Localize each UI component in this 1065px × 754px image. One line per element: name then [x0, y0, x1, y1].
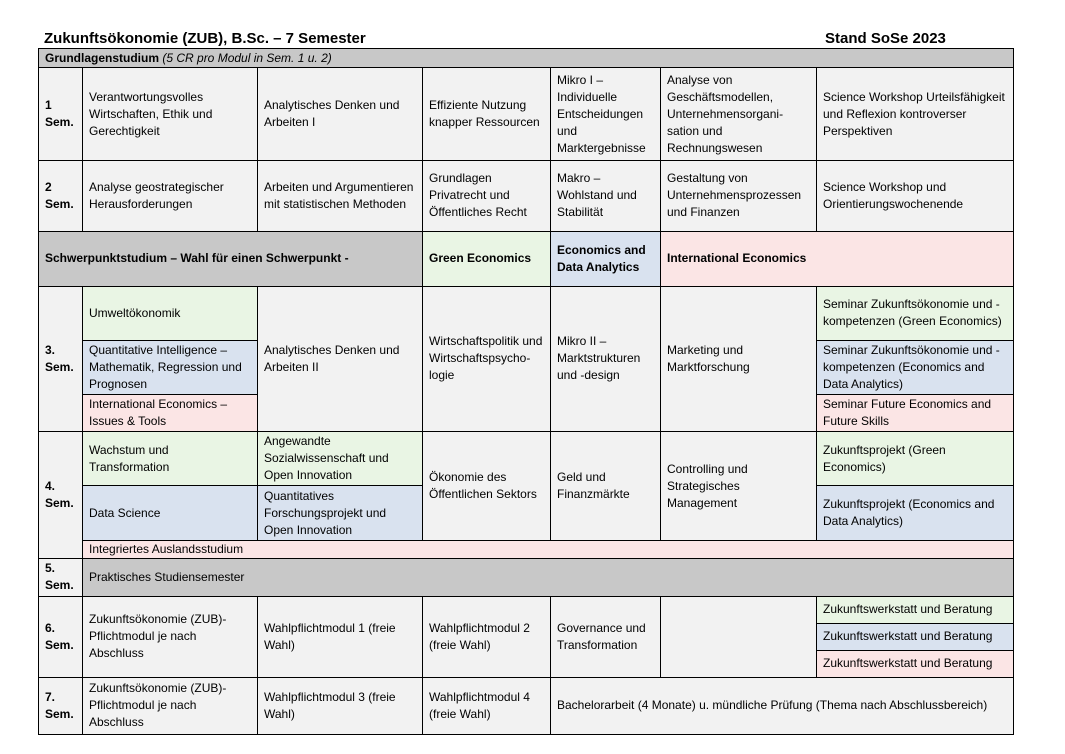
schwerpunkt-header: Schwerpunktstudium – Wahl für einen Schwerpunkt - [39, 231, 423, 286]
track-intl-header: International Economics [661, 231, 1014, 286]
grundlagen-note: (5 CR pro Modul in Sem. 1 u. 2) [162, 50, 332, 65]
module-cell: International Economics – Issues & Tools [83, 394, 258, 431]
module-cell: Governance und Transformation [551, 596, 661, 677]
module-cell: Analytisches Denken und Arbeiten I [258, 68, 423, 161]
module-cell: Seminar Future Economics and Future Skills [817, 394, 1014, 431]
module-cell: Analyse von Geschäftsmodellen, Unternehmensorgani-sation und Rechnungswesen [661, 68, 817, 161]
module-cell: Wahlpflichtmodul 1 (freie Wahl) [258, 596, 423, 677]
module-cell: Science Workshop Urteilsfähigkeit und Reflexion kontroverser Perspektiven [817, 68, 1014, 161]
module-cell: Wahlpflichtmodul 3 (freie Wahl) [258, 677, 423, 734]
module-cell: Zukunftsprojekt (Economics and Data Analytics) [817, 486, 1014, 541]
module-cell: Wachstum und Transformation [83, 432, 258, 486]
empty-cell [661, 596, 817, 677]
module-cell: Effiziente Nutzung knapper Ressourcen [423, 68, 551, 161]
stand-label: Stand SoSe 2023 [825, 30, 946, 47]
curriculum-table [38, 48, 1014, 735]
module-cell: Ökonomie des Öffentlichen Sektors [423, 432, 551, 541]
module-cell: Data Science [83, 486, 258, 541]
module-cell: Zukunftsökonomie (ZUB)-Pflichtmodul je nach Abschluss [83, 596, 258, 677]
track-green-header: Green Economics [423, 231, 551, 286]
module-cell: Makro – Wohlstand und Stabilität [551, 161, 661, 231]
module-cell: Zukunftswerkstatt und Beratung [817, 650, 1014, 677]
module-cell: Zukunftsprojekt (Green Economics) [817, 432, 1014, 486]
module-cell: Bachelorarbeit (4 Monate) u. mündliche Prüfung (Thema nach Abschlussbereich) [551, 677, 1014, 734]
sem2-label: 2 Sem. [39, 161, 83, 231]
module-cell: Marketing und Marktforschung [661, 286, 817, 431]
module-cell: Seminar Zukunftsökonomie und -kompetenzen (Economics and Data Analytics) [817, 340, 1014, 394]
module-cell: Analytisches Denken und Arbeiten II [258, 286, 423, 431]
module-cell: Grundlagen Privatrecht und Öffentliches Recht [423, 161, 551, 231]
grundlagen-label: Grundlagenstudium [45, 50, 159, 65]
sem6-label: 6. Sem. [39, 596, 83, 677]
sem3-label: 3. Sem. [39, 286, 83, 431]
module-cell: Mikro I – Individuelle Entscheidungen und Marktergebnisse [551, 68, 661, 161]
module-cell: Wirtschaftspolitik und Wirtschaftspsycho-logie [423, 286, 551, 431]
sem7-label: 7. Sem. [39, 677, 83, 734]
module-cell: Umweltökonomik [83, 286, 258, 340]
module-cell: Controlling und Strategisches Management [661, 432, 817, 541]
module-cell: Verantwortungsvolles Wirtschaften, Ethik und Gerechtigkeit [83, 68, 258, 161]
track-data-header: Economics and Data Analytics [551, 231, 661, 286]
module-cell: Integriertes Auslandsstudium [83, 541, 1014, 559]
module-cell: Zukunftswerkstatt und Beratung [817, 596, 1014, 623]
module-cell: Gestaltung von Unternehmensprozessen und Finanzen [661, 161, 817, 231]
document-title: Zukunftsökonomie (ZUB), B.Sc. – 7 Semester [44, 30, 366, 47]
module-cell: Quantitatives Forschungsprojekt und Open Innovation [258, 486, 423, 541]
grundlagen-header [39, 49, 1014, 68]
module-cell: Analyse geostrategischer Herausforderungen [83, 161, 258, 231]
module-cell: Geld und Finanzmärkte [551, 432, 661, 541]
module-cell: Praktisches Studiensemester [83, 559, 1014, 596]
sem1-label: 1 Sem. [39, 68, 83, 161]
module-cell: Mikro II – Marktstrukturen und -design [551, 286, 661, 431]
module-cell: Wahlpflichtmodul 4 (freie Wahl) [423, 677, 551, 734]
module-cell: Quantitative Intelligence – Mathematik, Regression und Prognosen [83, 340, 258, 394]
module-cell: Zukunftswerkstatt und Beratung [817, 623, 1014, 650]
sem5-label: 5. Sem. [39, 559, 83, 596]
sem4-label: 4. Sem. [39, 432, 83, 559]
module-cell: Science Workshop und Orientierungswochenende [817, 161, 1014, 231]
module-cell: Arbeiten und Argumentieren mit statistischen Methoden [258, 161, 423, 231]
module-cell: Wahlpflichtmodul 2 (freie Wahl) [423, 596, 551, 677]
module-cell: Angewandte Sozialwissenschaft und Open Innovation [258, 432, 423, 486]
module-cell: Seminar Zukunftsökonomie und -kompetenzen (Green Economics) [817, 286, 1014, 340]
module-cell: Zukunftsökonomie (ZUB)-Pflichtmodul je nach Abschluss [83, 677, 258, 734]
